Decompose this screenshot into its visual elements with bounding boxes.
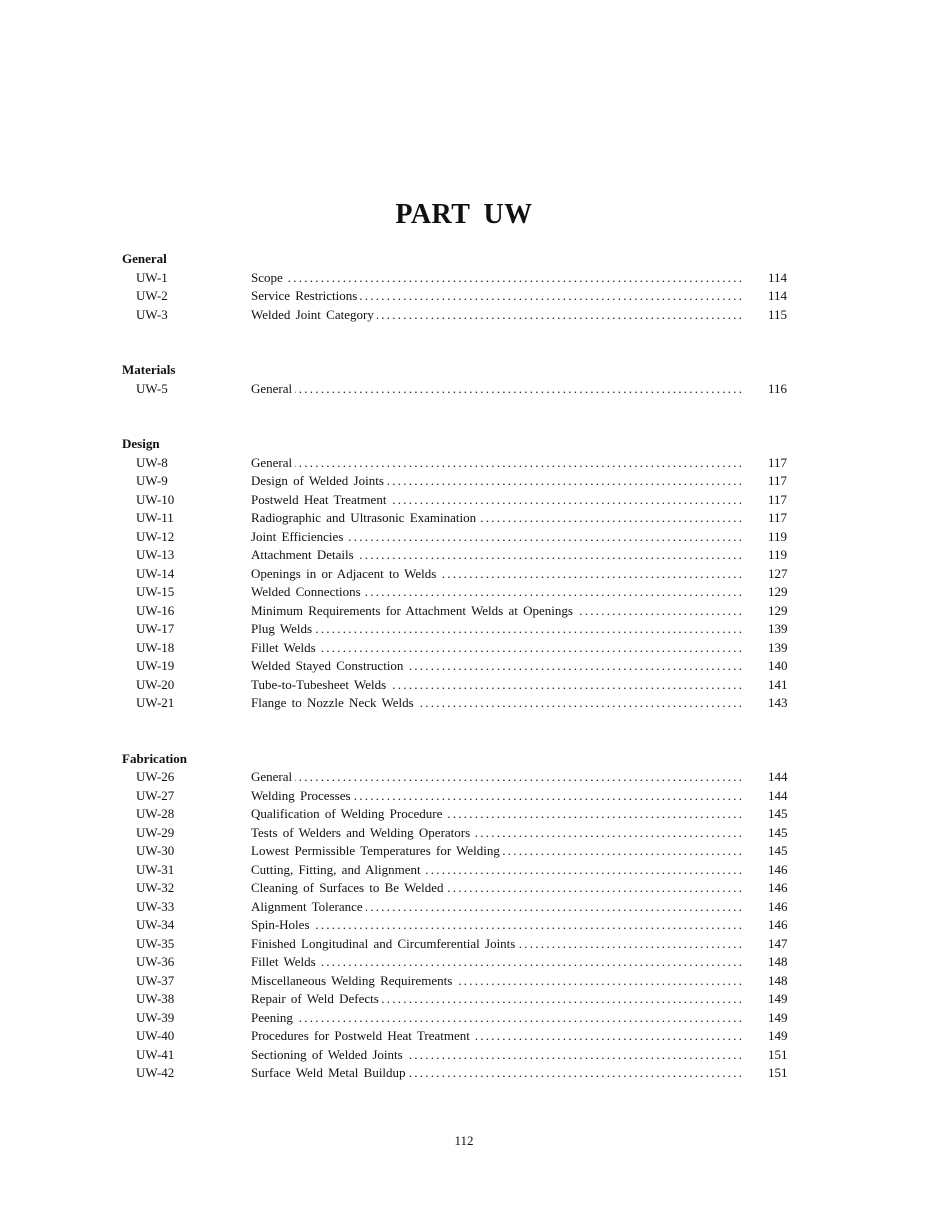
entry-code: UW-38 [136, 991, 175, 1006]
entry-title-leader [251, 380, 742, 399]
entry-page: 146 [768, 861, 788, 877]
entry-page: 141 [768, 676, 788, 692]
toc-section-design [0, 435, 950, 713]
entry-code: UW-14 [136, 565, 175, 581]
entry-title: Spin-Holes [251, 917, 313, 932]
toc-entry[interactable] [0, 306, 950, 325]
entry-title-leader [251, 824, 742, 843]
entry-page: 149 [768, 991, 788, 1006]
toc-entry[interactable] [0, 1046, 950, 1065]
entry-code: UW-12 [136, 528, 175, 544]
entry-page: 117 [768, 454, 788, 470]
toc-entry[interactable] [0, 472, 950, 491]
entry-title: Sectioning of Welded Joints [251, 1047, 406, 1062]
entry-page: 146 [768, 898, 788, 914]
entry-title: Service Restrictions [251, 288, 360, 303]
entry-page: 129 [768, 584, 788, 599]
entry-title: Welding Processes [251, 788, 354, 803]
entry-title: Flange to Nozzle Neck Welds [251, 695, 417, 710]
entry-title: Joint Efficiencies [251, 529, 346, 544]
entry-title: Openings in or Adjacent to Welds [251, 566, 439, 581]
entry-title-leader [251, 805, 742, 824]
entry-page: 143 [768, 695, 788, 710]
toc-entry[interactable] [0, 546, 950, 565]
toc-entry[interactable] [0, 1027, 950, 1046]
toc-entry[interactable] [0, 861, 950, 880]
entry-title: Plug Welds [251, 621, 315, 636]
toc-entry[interactable] [0, 972, 950, 991]
entry-title: Scope [251, 270, 286, 285]
entry-code: UW-5 [136, 380, 168, 396]
toc-section-materials [0, 361, 950, 398]
entry-title: Fillet Welds [251, 954, 319, 969]
entry-code: UW-37 [136, 972, 175, 988]
entry-title: Fillet Welds [251, 640, 319, 655]
entry-code: UW-40 [136, 1028, 175, 1043]
entry-title-leader [251, 1009, 742, 1028]
entry-page: 145 [768, 843, 788, 858]
toc-entry[interactable] [0, 380, 950, 399]
entry-title-leader [251, 879, 742, 898]
entry-title-leader [251, 953, 742, 972]
entry-title: General [251, 769, 295, 784]
entry-code: UW-16 [136, 602, 175, 618]
entry-title-leader [251, 916, 742, 935]
toc-entry[interactable] [0, 1009, 950, 1028]
entry-code: UW-39 [136, 1009, 175, 1025]
entry-title: Cleaning of Surfaces to Be Welded [251, 880, 446, 895]
entry-code: UW-2 [136, 288, 168, 303]
entry-title-leader [251, 583, 742, 602]
toc-entry[interactable] [0, 953, 950, 972]
entry-title-leader [251, 287, 742, 306]
entry-page: 119 [768, 528, 788, 544]
entry-page: 145 [768, 824, 788, 840]
table-of-contents [0, 250, 950, 1120]
entry-title: General [251, 455, 295, 470]
toc-entry[interactable] [0, 528, 950, 547]
toc-entry[interactable] [0, 565, 950, 584]
entry-title-leader [251, 269, 742, 288]
entry-title: Tube-to-Tubesheet Welds [251, 677, 389, 692]
toc-section-fabrication [0, 750, 950, 1083]
toc-entry[interactable] [0, 454, 950, 473]
entry-page: 145 [768, 806, 788, 821]
entry-title: Surface Weld Metal Buildup [251, 1065, 409, 1080]
entry-title: Miscellaneous Welding Requirements [251, 973, 455, 988]
entry-code: UW-31 [136, 861, 175, 877]
entry-page: 146 [768, 880, 788, 895]
entry-title-leader [251, 620, 742, 639]
toc-entry[interactable] [0, 639, 950, 658]
entry-page: 140 [768, 658, 788, 673]
entry-code: UW-19 [136, 658, 175, 673]
entry-page: 129 [768, 602, 788, 618]
entry-page: 116 [768, 380, 788, 396]
entry-page: 139 [768, 621, 788, 636]
toc-entry[interactable] [0, 787, 950, 806]
entry-code: UW-21 [136, 695, 175, 710]
entry-title: Procedures for Postweld Heat Treatment [251, 1028, 473, 1043]
toc-entry[interactable] [0, 824, 950, 843]
entry-code: UW-18 [136, 639, 175, 655]
toc-entry[interactable] [0, 583, 950, 602]
entry-title: Minimum Requirements for Attachment Welds at Openings [251, 603, 576, 618]
entry-title-leader [251, 898, 742, 917]
entry-code: UW-17 [136, 621, 175, 636]
entry-page: 117 [768, 473, 788, 488]
entry-title-leader [251, 861, 742, 880]
entry-code: UW-29 [136, 824, 175, 840]
entry-title: Repair of Weld Defects [251, 991, 382, 1006]
entry-page: 147 [768, 935, 788, 951]
entry-title-leader [251, 602, 742, 621]
entry-title-leader [251, 657, 742, 676]
entry-title-leader [251, 565, 742, 584]
entry-title-leader [251, 1064, 742, 1083]
entry-code: UW-33 [136, 898, 175, 914]
entry-page: 144 [768, 787, 788, 803]
entry-title-leader [251, 306, 742, 325]
entry-title-leader [251, 935, 742, 954]
entry-page: 149 [768, 1009, 788, 1025]
entry-page: 119 [768, 547, 788, 562]
toc-entry[interactable] [0, 916, 950, 935]
entry-code: UW-27 [136, 787, 175, 803]
toc-entry[interactable] [0, 269, 950, 288]
section-heading: General [122, 251, 167, 266]
entry-code: UW-34 [136, 917, 175, 932]
toc-entry[interactable] [0, 620, 950, 639]
entry-title: Finished Longitudinal and Circumferential Joints [251, 936, 518, 951]
toc-entry[interactable] [0, 805, 950, 824]
entry-title-leader [251, 694, 742, 713]
entry-title: Design of Welded Joints [251, 473, 387, 488]
toc-entry[interactable] [0, 657, 950, 676]
entry-page: 149 [768, 1028, 788, 1043]
entry-title: Lowest Permissible Temperatures for Welding [251, 843, 503, 858]
entry-page: 146 [768, 917, 788, 932]
toc-entry[interactable] [0, 842, 950, 861]
entry-title-leader [251, 676, 742, 695]
toc-entry[interactable] [0, 694, 950, 713]
toc-entry[interactable] [0, 676, 950, 695]
entry-title: General [251, 381, 295, 396]
entry-title-leader [251, 639, 742, 658]
section-heading: Materials [122, 362, 176, 377]
entry-title: Cutting, Fitting, and Alignment [251, 862, 424, 877]
toc-entry[interactable] [0, 1064, 950, 1083]
toc-entry[interactable] [0, 602, 950, 621]
toc-entry[interactable] [0, 287, 950, 306]
entry-title-leader [251, 546, 742, 565]
entry-title-leader [251, 787, 742, 806]
toc-entry[interactable] [0, 768, 950, 787]
entry-title-leader [251, 528, 742, 547]
entry-page: 127 [768, 565, 788, 581]
toc-entry[interactable] [0, 990, 950, 1009]
entry-code: UW-30 [136, 843, 175, 858]
toc-entry[interactable] [0, 509, 950, 528]
entry-page: 148 [768, 972, 788, 988]
entry-title: Radiographic and Ultrasonic Examination [251, 510, 479, 525]
toc-entry[interactable] [0, 879, 950, 898]
entry-page: 115 [768, 306, 788, 322]
section-heading: Fabrication [122, 750, 187, 766]
toc-entry[interactable] [0, 898, 950, 917]
entry-code: UW-15 [136, 584, 175, 599]
entry-code: UW-1 [136, 269, 168, 285]
entry-title: Attachment Details [251, 547, 357, 562]
entry-page: 114 [768, 288, 788, 303]
entry-title: Tests of Welders and Welding Operators [251, 825, 473, 840]
entry-title: Postweld Heat Treatment [251, 492, 389, 507]
entry-title-leader [251, 990, 742, 1009]
entry-title-leader [251, 454, 742, 473]
entry-title: Qualification of Welding Procedure [251, 806, 445, 821]
entry-code: UW-28 [136, 806, 175, 821]
entry-page: 151 [768, 1065, 788, 1080]
entry-title: Welded Connections [251, 584, 364, 599]
entry-code: UW-8 [136, 454, 168, 470]
entry-code: UW-20 [136, 676, 175, 692]
entry-title-leader [251, 1027, 742, 1046]
entry-title-leader [251, 972, 742, 991]
entry-code: UW-42 [136, 1065, 175, 1080]
entry-title-leader [251, 491, 742, 510]
entry-page: 139 [768, 639, 788, 655]
entry-page: 144 [768, 769, 788, 784]
entry-code: UW-3 [136, 306, 168, 322]
entry-code: UW-26 [136, 769, 175, 784]
entry-title: Welded Joint Category [251, 307, 377, 322]
entry-title: Alignment Tolerance [251, 899, 366, 914]
entry-code: UW-10 [136, 491, 175, 507]
entry-code: UW-36 [136, 954, 175, 969]
entry-title-leader [251, 472, 742, 491]
entry-title: Peening [251, 1010, 296, 1025]
entry-page: 117 [768, 510, 788, 525]
toc-entry[interactable] [0, 935, 950, 954]
entry-code: UW-11 [136, 510, 174, 525]
entry-page: 114 [768, 269, 788, 285]
entry-title-leader [251, 842, 742, 861]
toc-section-general [0, 250, 950, 324]
entry-code: UW-32 [136, 880, 175, 895]
entry-code: UW-9 [136, 473, 168, 488]
entry-code: UW-35 [136, 935, 175, 951]
entry-title: Welded Stayed Construction [251, 658, 406, 673]
entry-title-leader [251, 768, 742, 787]
entry-page: 148 [768, 954, 788, 969]
entry-title-leader [251, 509, 742, 528]
entry-code: UW-41 [136, 1046, 175, 1062]
section-heading: Design [122, 436, 160, 451]
toc-entry[interactable] [0, 491, 950, 510]
page-title: PART UW [395, 199, 533, 230]
entry-code: UW-13 [136, 547, 175, 562]
entry-page: 151 [768, 1046, 788, 1062]
page-number: 112 [454, 1133, 474, 1148]
entry-page: 117 [768, 491, 788, 507]
entry-title-leader [251, 1046, 742, 1065]
